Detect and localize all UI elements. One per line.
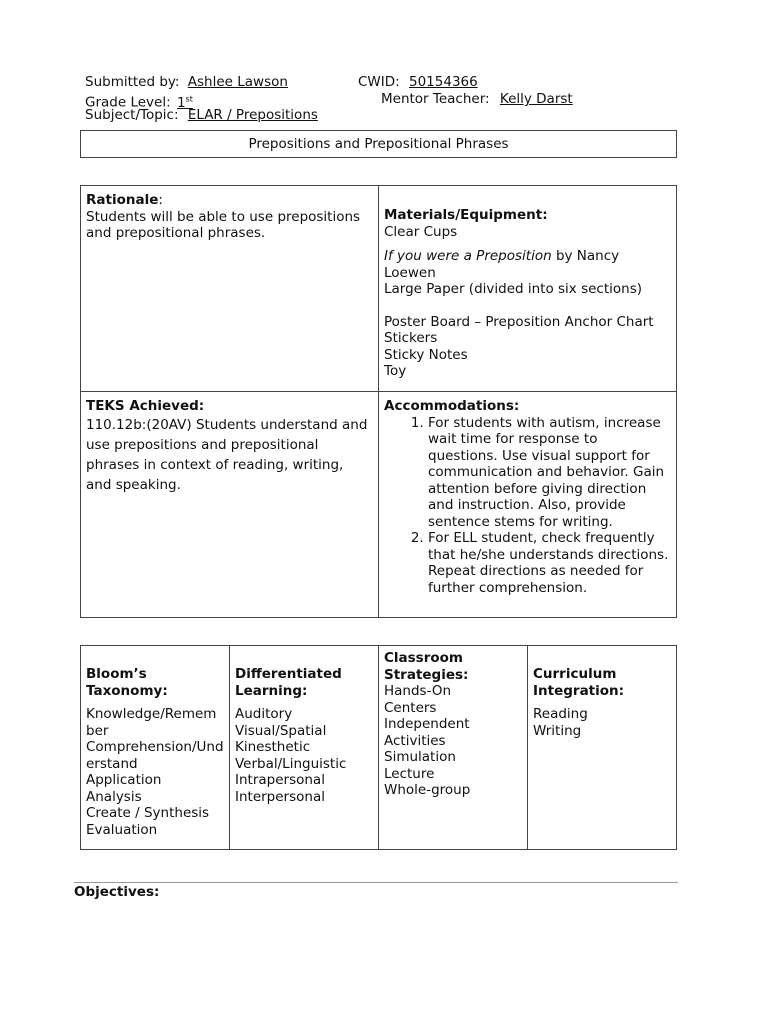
accommodation-item: 2. For ELL student, check frequently that he/she understands directions. Repeat directions as needed for further comprehension.	[428, 530, 671, 596]
differentiated-cell	[230, 646, 379, 850]
lesson-title: Prepositions and Prepositional Phrases	[248, 136, 509, 152]
materials-item: Large Paper (divided into six sections)	[384, 281, 642, 297]
materials-label: Materials/Equipment:	[384, 207, 548, 223]
differentiated-item: Interpersonal	[235, 788, 325, 805]
strategies-item: Whole-group	[384, 782, 471, 798]
objectives-label: Objectives:	[74, 884, 160, 900]
materials-item: Toy	[384, 363, 407, 379]
blooms-label: Bloom’s Taxonomy:	[86, 666, 168, 699]
header-mentor	[381, 91, 573, 108]
differentiated-item: Intrapersonal	[235, 772, 325, 788]
blooms-cell	[81, 646, 230, 850]
blooms-item: Application	[86, 772, 162, 788]
blooms-item: Create / Synthesis	[86, 805, 210, 821]
mentor-label: Mentor Teacher:	[381, 91, 490, 107]
strategy-table	[80, 645, 677, 850]
teks-label: TEKS Achieved:	[86, 398, 205, 414]
teks-text: 110.12b:(20AV) Students understand and use prepositions and prepositional phrases in context of reading, writing, and speaking.	[86, 416, 368, 493]
strategies-label: Classroom Strategies:	[384, 650, 469, 683]
differentiated-item: Verbal/Linguistic	[235, 755, 347, 772]
materials-cell	[379, 186, 677, 392]
differentiated-item: Visual/Spatial	[235, 722, 327, 739]
header-subject	[85, 107, 318, 124]
submitted-label: Submitted by:	[85, 74, 180, 90]
rationale-cell: Rationale: Students will be able to use prepositions and prepositional phrases.	[81, 186, 379, 392]
materials-item: Clear Cups	[384, 223, 458, 240]
strategies-item: Hands-On	[384, 683, 452, 699]
header-submitted	[85, 74, 288, 91]
blooms-item: Comprehension/Understand	[86, 739, 224, 772]
accommodations-cell	[379, 392, 677, 618]
blooms-item: Knowledge/Remember	[86, 706, 217, 739]
accommodations-label: Accommodations:	[384, 398, 520, 414]
lesson-title-box	[80, 130, 677, 158]
objectives-divider	[74, 882, 678, 883]
strategies-item: Centers	[384, 699, 437, 716]
cwid-value: 50154366	[409, 74, 478, 90]
differentiated-item: Auditory	[235, 706, 293, 722]
subject-value: ELAR / Prepositions	[187, 107, 318, 123]
materials-item: Sticky Notes	[384, 346, 468, 363]
plan-table	[80, 185, 677, 618]
rationale-text: Students will be able to use prepositions and prepositional phrases.	[86, 208, 361, 241]
teks-cell	[81, 392, 379, 618]
curriculum-cell	[528, 646, 677, 850]
differentiated-label: Differentiated Learning:	[235, 666, 342, 699]
accommodations-list	[384, 415, 671, 597]
rationale-label: Rationale	[86, 192, 159, 208]
grade-label: Grade Level:	[85, 94, 171, 111]
curriculum-item: Writing	[533, 722, 582, 739]
materials-item: Stickers	[384, 330, 438, 346]
strategies-item: Lecture	[384, 765, 435, 782]
strategies-item: Independent Activities	[384, 716, 470, 749]
grade-value: 1st	[176, 94, 193, 111]
curriculum-item: Reading	[533, 706, 588, 722]
blooms-item: Evaluation	[86, 821, 158, 838]
strategies-cell	[379, 646, 528, 850]
curriculum-label: Curriculum Integration:	[533, 666, 625, 699]
blooms-item: Analysis	[86, 788, 142, 805]
materials-book: If you were a Preposition by Nancy Loewen	[384, 248, 620, 281]
subject-label: Subject/Topic:	[85, 107, 179, 123]
submitted-value: Ashlee Lawson	[187, 74, 288, 90]
strategies-item: Simulation	[384, 749, 456, 765]
cwid-label: CWID:	[358, 74, 400, 90]
header-cwid	[358, 74, 478, 91]
accommodation-item: 1. For students with autism, increase wait time for response to questions. Use visual support for communication and behavior. Gain attention before giving direction and instruction. Also, provide sentence stems for writing.	[428, 415, 671, 531]
differentiated-item: Kinesthetic	[235, 739, 311, 755]
mentor-value: Kelly Darst	[499, 91, 573, 107]
materials-item: Poster Board – Preposition Anchor Chart	[384, 313, 654, 330]
